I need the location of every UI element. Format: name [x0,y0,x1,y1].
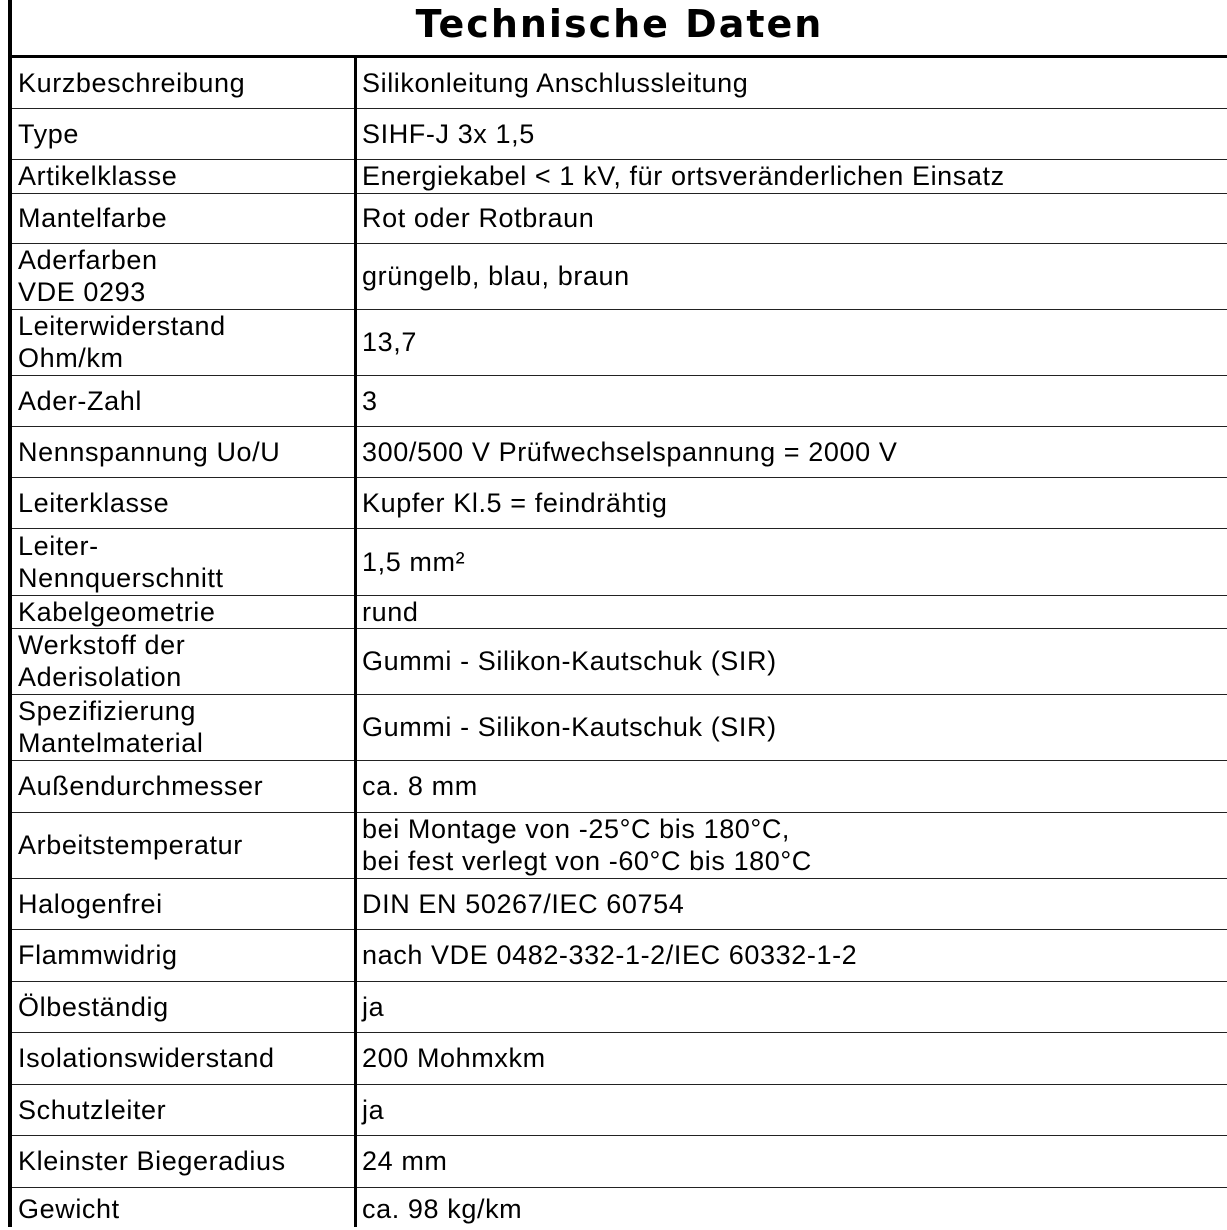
spec-label-cell [12,878,354,929]
spec-value: bei Montage von -25°C bis 180°C, [362,814,791,844]
spec-label-cell [12,1135,354,1187]
spec-row [12,193,1227,243]
spec-label-cell [12,760,354,812]
spec-row [12,1135,1227,1187]
spec-label: Werkstoff der [18,630,186,660]
spec-label: Kleinster Biegeradius [18,1146,286,1176]
spec-value-cell [354,1084,1227,1135]
spec-row [12,595,1227,628]
spec-value-cell [354,1032,1227,1084]
spec-row [12,628,1227,694]
spec-row [12,108,1227,159]
spec-label: Artikelklasse [18,161,178,191]
spec-value-cell [354,243,1227,309]
spec-label-cell [12,595,354,628]
spec-value-cell [354,694,1227,760]
spec-value: 13,7 [362,327,417,357]
spec-value: Kupfer Kl.5 = feindrähtig [362,487,668,518]
spec-label: Type [18,118,79,149]
spec-value-cell [354,159,1227,193]
spec-label: Aderisolation [18,662,182,692]
spec-value: Silikonleitung Anschlussleitung [362,67,749,98]
spec-row [12,426,1227,477]
spec-row [12,1187,1227,1230]
spec-label: Schutzleiter [18,1094,167,1125]
spec-label: VDE 0293 [18,277,146,307]
spec-label: Gewicht [18,1193,120,1224]
spec-value-cell [354,595,1227,628]
spec-row [12,58,1227,108]
spec-value-cell [354,981,1227,1032]
spec-value-cell [354,375,1227,426]
spec-label-cell [12,981,354,1032]
spec-table-body [12,58,1227,1230]
spec-label-cell [12,812,354,878]
spec-label: Arbeitstemperatur [18,830,243,860]
spec-table [12,58,1227,1230]
spec-label-cell [12,375,354,426]
spec-label: Flammwidrig [18,940,178,970]
spec-label: Isolationswiderstand [18,1043,275,1073]
spec-value-cell [354,760,1227,812]
spec-label-cell [12,929,354,981]
spec-value: nach VDE 0482-332-1-2/IEC 60332-1-2 [362,940,858,970]
spec-row [12,878,1227,929]
spec-value: rund [362,596,419,627]
spec-row [12,981,1227,1032]
spec-value-cell [354,426,1227,477]
spec-value: 200 Mohmxkm [362,1043,546,1073]
spec-label-cell [12,426,354,477]
spec-value-cell [354,193,1227,243]
spec-value: Energiekabel < 1 kV, für ortsveränderlichen Einsatz [362,161,1005,191]
spec-label-cell [12,1084,354,1135]
spec-label: Ölbeständig [18,991,169,1022]
spec-label: Ader-Zahl [18,385,142,416]
spec-value: Gummi - Silikon-Kautschuk (SIR) [362,712,777,742]
spec-row [12,694,1227,760]
spec-label-cell [12,159,354,193]
spec-value-cell [354,528,1227,595]
spec-label-cell [12,243,354,309]
spec-value-cell [354,1187,1227,1230]
spec-row [12,929,1227,981]
spec-value-cell [354,812,1227,878]
spec-row [12,243,1227,309]
spec-label: Leiterklasse [18,487,170,518]
spec-value: grüngelb, blau, braun [362,261,630,291]
spec-value: ja [362,1094,385,1125]
spec-value: ca. 98 kg/km [362,1193,523,1224]
spec-row [12,812,1227,878]
spec-label-cell [12,628,354,694]
spec-value-cell [354,477,1227,528]
spec-row [12,1084,1227,1135]
spec-row [12,1032,1227,1084]
spec-value-cell [354,58,1227,108]
spec-value: 3 [362,385,378,416]
spec-value-cell [354,309,1227,375]
page-title: Technische Daten [415,2,824,46]
spec-label: Mantelfarbe [18,203,168,233]
spec-value: Gummi - Silikon-Kautschuk (SIR) [362,646,777,676]
spec-value: Rot oder Rotbraun [362,203,595,233]
spec-value: ca. 8 mm [362,771,478,801]
spec-label-cell [12,694,354,760]
spec-label-cell [12,58,354,108]
spec-value-cell [354,878,1227,929]
spec-label: Spezifizierung [18,696,196,726]
spec-row [12,159,1227,193]
spec-value: ja [362,991,385,1022]
spec-row [12,477,1227,528]
spec-label: Nennquerschnitt [18,562,224,593]
spec-label: Kabelgeometrie [18,596,216,627]
spec-label-cell [12,193,354,243]
spec-label-cell [12,528,354,595]
spec-label: Außendurchmesser [18,771,264,801]
spec-label-cell [12,108,354,159]
spec-value: DIN EN 50267/IEC 60754 [362,888,685,919]
spec-value: 300/500 V Prüfwechselspannung = 2000 V [362,436,898,467]
spec-label: Leiterwiderstand [18,311,226,341]
spec-label: Halogenfrei [18,888,163,919]
spec-label: Kurzbeschreibung [18,67,246,98]
column-divider [354,58,357,1227]
spec-value-cell [354,108,1227,159]
spec-label-cell [12,309,354,375]
spec-label: Ohm/km [18,343,124,373]
spec-label: Mantelmaterial [18,728,204,758]
spec-row [12,309,1227,375]
spec-row [12,760,1227,812]
spec-label-cell [12,477,354,528]
spec-label: Aderfarben [18,245,158,275]
spec-row [12,528,1227,595]
spec-value: 24 mm [362,1146,448,1176]
spec-label-cell [12,1187,354,1230]
spec-value: bei fest verlegt von -60°C bis 180°C [362,846,812,876]
spec-value-cell [354,929,1227,981]
spec-row [12,375,1227,426]
spec-label: Nennspannung Uo/U [18,436,281,467]
spec-value: 1,5 mm² [362,546,466,577]
spec-value-cell [354,1135,1227,1187]
spec-value-cell [354,628,1227,694]
spec-value: SIHF-J 3x 1,5 [362,118,535,149]
spec-label: Leiter- [18,530,99,561]
spec-label-cell [12,1032,354,1084]
